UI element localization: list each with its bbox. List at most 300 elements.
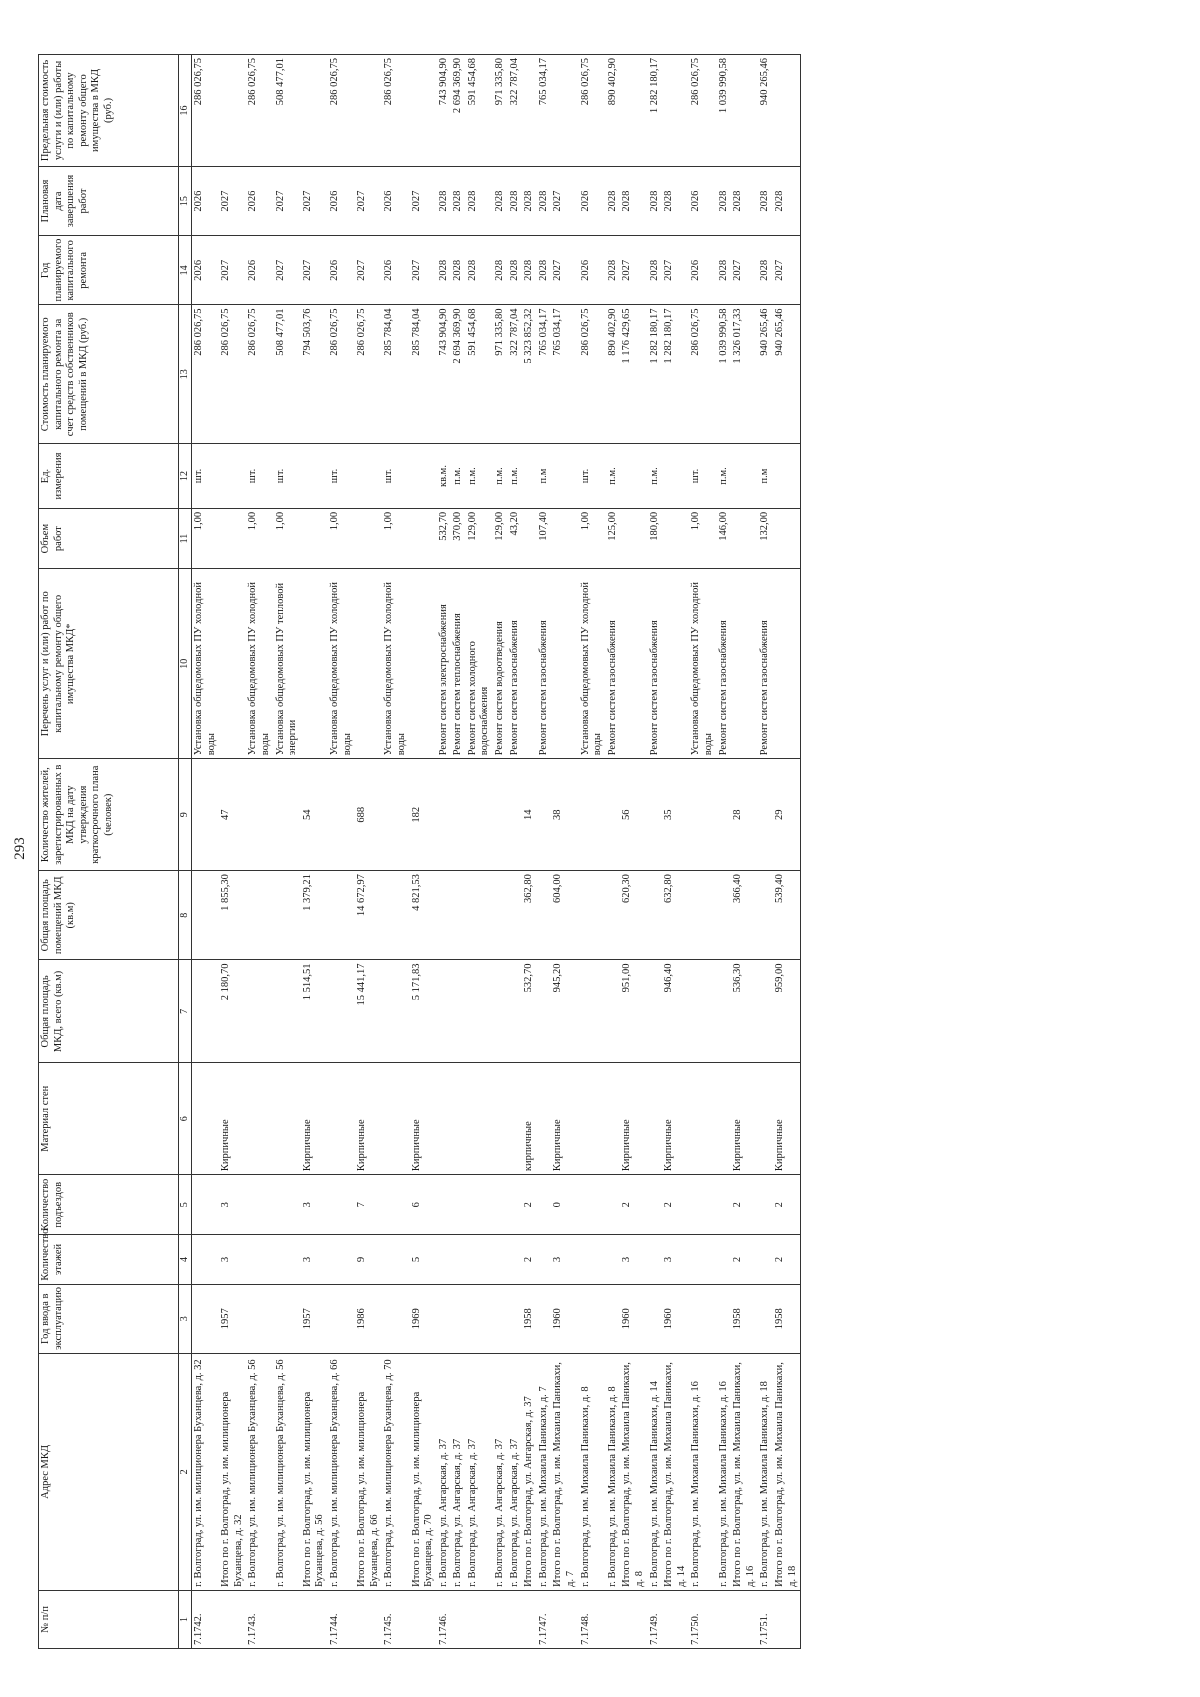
table-cell: [437, 1175, 452, 1235]
table-cell: 1958: [731, 1284, 758, 1353]
table-cell: г. Волгоград, ул. им. милиционера Буханцева, д. 66: [328, 1353, 355, 1590]
table-cell: [437, 759, 452, 871]
table-cell: 604,00: [551, 871, 578, 960]
table-cell: [537, 1284, 552, 1353]
table-cell: 1,00: [579, 508, 606, 568]
table-cell: 2 694 369,90: [451, 55, 466, 167]
column-number-row: [179, 55, 192, 1649]
column-number: 7: [179, 960, 192, 1063]
table-cell: 5: [410, 1235, 437, 1284]
table-cell: 2028: [451, 236, 466, 305]
table-cell: 286 026,75: [579, 55, 606, 167]
table-row: [773, 55, 801, 1649]
table-cell: 286 026,75: [689, 55, 716, 167]
table-cell: [355, 444, 382, 509]
table-cell: г. Волгоград, ул. им. милиционера Буханцева, д. 56: [246, 1353, 273, 1590]
table-cell: [551, 569, 578, 759]
table-cell: [648, 1284, 663, 1353]
table-cell: 129,00: [466, 508, 493, 568]
table-cell: [606, 960, 621, 1063]
table-cell: [355, 569, 382, 759]
table-cell: Итого по г. Волгоград, ул. им. Михаила Паникахи, д. 16: [731, 1353, 758, 1590]
table-cell: 532,70: [437, 508, 452, 568]
table-cell: 2: [773, 1235, 801, 1284]
table-row: [382, 55, 409, 1649]
table-cell: 1 855,30: [219, 871, 246, 960]
table-cell: 2026: [192, 166, 220, 235]
table-cell: [689, 960, 716, 1063]
table-cell: г. Волгоград, ул. Ангарская, д. 37: [466, 1353, 493, 1590]
table-cell: [437, 1284, 452, 1353]
table-cell: 2: [773, 1175, 801, 1235]
table-cell: Кирпичные: [301, 1063, 328, 1175]
table-cell: [551, 508, 578, 568]
table-cell: 2028: [537, 236, 552, 305]
table-cell: [219, 508, 246, 568]
table-cell: 0: [551, 1175, 578, 1235]
table-cell: 971 335,80: [493, 55, 508, 167]
column-number: 15: [179, 166, 192, 235]
column-number: 2: [179, 1353, 192, 1590]
table-cell: [493, 1590, 508, 1648]
table-cell: [274, 1590, 301, 1648]
table-cell: г. Волгоград, ул. им. Михаила Паникахи, д. 7: [537, 1353, 552, 1590]
table-cell: [382, 1284, 409, 1353]
table-row: [620, 55, 647, 1649]
table-cell: [328, 1063, 355, 1175]
table-cell: [537, 1235, 552, 1284]
table-cell: г. Волгоград, ул. им. Михаила Паникахи, д. 18: [758, 1353, 773, 1590]
table-cell: [493, 1175, 508, 1235]
table-cell: 1,00: [274, 508, 301, 568]
table-cell: [579, 759, 606, 871]
table-cell: [662, 444, 689, 509]
table-cell: 2028: [758, 166, 773, 235]
table-cell: 7.1745.: [382, 1590, 409, 1648]
table-cell: 2028: [662, 166, 689, 235]
table-cell: [731, 444, 758, 509]
table-cell: 1 282 180,17: [662, 305, 689, 444]
table-cell: [192, 1175, 220, 1235]
table-cell: [773, 55, 801, 167]
table-cell: 1 039 990,58: [717, 55, 732, 167]
table-cell: [451, 1590, 466, 1648]
table-cell: [246, 759, 273, 871]
table-cell: 1958: [522, 1284, 537, 1353]
table-cell: Установка общедомовых ПУ тепловой энергии: [274, 569, 301, 759]
column-number: 6: [179, 1063, 192, 1175]
table-cell: 1957: [301, 1284, 328, 1353]
table-cell: кирпичные: [522, 1063, 537, 1175]
table-cell: 2028: [493, 166, 508, 235]
table-cell: Кирпичные: [219, 1063, 246, 1175]
table-cell: 2026: [689, 236, 716, 305]
table-cell: [466, 1063, 493, 1175]
table-cell: 3: [620, 1235, 647, 1284]
column-number: 4: [179, 1235, 192, 1284]
table-cell: [537, 871, 552, 960]
table-cell: 1 282 180,17: [648, 305, 663, 444]
table-cell: [717, 1175, 732, 1235]
table-cell: [382, 1175, 409, 1235]
column-number: 1: [179, 1590, 192, 1648]
table-cell: [192, 960, 220, 1063]
table-cell: [758, 960, 773, 1063]
table-cell: 1 379,21: [301, 871, 328, 960]
table-cell: [662, 508, 689, 568]
table-cell: [522, 569, 537, 759]
table-cell: [219, 55, 246, 167]
table-cell: [508, 1590, 523, 1648]
table-cell: 4 821,53: [410, 871, 437, 960]
table-cell: [508, 1235, 523, 1284]
table-cell: [466, 759, 493, 871]
column-header: Стоимость планируемого капитального ремонта за счет средств собственников помещений в МКД (руб.): [39, 305, 179, 444]
table-cell: 951,00: [620, 960, 647, 1063]
table-cell: 286 026,75: [689, 305, 716, 444]
column-header: Объем работ: [39, 508, 179, 568]
table-cell: 2028: [717, 236, 732, 305]
table-cell: [246, 871, 273, 960]
table-cell: 5 323 852,32: [522, 305, 537, 444]
table-cell: п.м.: [606, 444, 621, 509]
table-cell: [451, 1235, 466, 1284]
table-cell: [355, 1590, 382, 1648]
table-cell: [508, 871, 523, 960]
table-cell: [758, 759, 773, 871]
table-cell: [382, 871, 409, 960]
column-number: 16: [179, 55, 192, 167]
table-cell: 2: [731, 1235, 758, 1284]
table-cell: 129,00: [493, 508, 508, 568]
table-cell: 1960: [551, 1284, 578, 1353]
table-cell: 2028: [522, 166, 537, 235]
table-cell: 2026: [328, 166, 355, 235]
table-cell: [773, 1590, 801, 1648]
table-cell: [410, 444, 437, 509]
table-cell: [382, 1063, 409, 1175]
table-cell: [410, 55, 437, 167]
table-cell: [437, 1063, 452, 1175]
table-cell: [648, 1235, 663, 1284]
table-cell: [773, 569, 801, 759]
table-cell: [466, 1175, 493, 1235]
table-cell: [689, 1063, 716, 1175]
table-cell: 2026: [382, 236, 409, 305]
table-cell: [301, 444, 328, 509]
table-cell: 7.1751.: [758, 1590, 773, 1648]
table-cell: [620, 444, 647, 509]
table-cell: [662, 1590, 689, 1648]
table-cell: 2: [731, 1175, 758, 1235]
table-cell: [410, 1590, 437, 1648]
column-header: Адрес МКД: [39, 1353, 179, 1590]
table-cell: 508 477,01: [274, 305, 301, 444]
column-header: Количество этажей: [39, 1235, 179, 1284]
table-cell: 959,00: [773, 960, 801, 1063]
table-cell: шт.: [382, 444, 409, 509]
column-number: 8: [179, 871, 192, 960]
table-cell: 2028: [537, 166, 552, 235]
table-cell: 56: [620, 759, 647, 871]
table-cell: [508, 1284, 523, 1353]
table-cell: г. Волгоград, ул. им. милиционера Буханцева, д. 70: [382, 1353, 409, 1590]
table-cell: 743 904,90: [437, 55, 452, 167]
table-cell: 971 335,80: [493, 305, 508, 444]
table-cell: 2028: [717, 166, 732, 235]
table-cell: [717, 1590, 732, 1648]
table-cell: [731, 55, 758, 167]
table-cell: [758, 1284, 773, 1353]
table-cell: Установка общедомовых ПУ холодной воды: [246, 569, 273, 759]
table-cell: 2028: [648, 166, 663, 235]
table-cell: п.м: [758, 444, 773, 509]
table-cell: г. Волгоград, ул. Ангарская, д. 37: [437, 1353, 452, 1590]
column-header: Плановая дата завершения работ: [39, 166, 179, 235]
table-cell: [493, 871, 508, 960]
column-header: Общая площадь МКД, всего (кв.м): [39, 960, 179, 1063]
table-cell: 286 026,75: [328, 55, 355, 167]
table-cell: [773, 444, 801, 509]
table-cell: [522, 444, 537, 509]
table-cell: [620, 569, 647, 759]
table-cell: п.м.: [493, 444, 508, 509]
table-cell: 3: [551, 1235, 578, 1284]
table-cell: 1,00: [192, 508, 220, 568]
table-cell: шт.: [689, 444, 716, 509]
table-cell: шт.: [328, 444, 355, 509]
column-header: Перечень услуг и (или) работ по капитальному ремонту общего имущества МКД*: [39, 569, 179, 759]
table-row: [410, 55, 437, 1649]
table-cell: г. Волгоград, ул. им. милиционера Буханцева, д. 32: [192, 1353, 220, 1590]
table-cell: 2027: [219, 166, 246, 235]
table-cell: Кирпичные: [355, 1063, 382, 1175]
table-cell: 1960: [620, 1284, 647, 1353]
table-cell: Установка общедомовых ПУ холодной воды: [382, 569, 409, 759]
table-cell: [620, 55, 647, 167]
table-cell: шт.: [274, 444, 301, 509]
table-cell: [274, 1284, 301, 1353]
table-cell: г. Волгоград, ул. им. милиционера Буханцева, д. 56: [274, 1353, 301, 1590]
table-cell: [717, 1063, 732, 1175]
table-cell: 2: [522, 1235, 537, 1284]
table-cell: [717, 871, 732, 960]
table-cell: 2027: [274, 166, 301, 235]
table-cell: [451, 1175, 466, 1235]
table-cell: [355, 508, 382, 568]
table-cell: 286 026,75: [192, 55, 220, 167]
table-cell: 3: [301, 1175, 328, 1235]
table-cell: Кирпичные: [773, 1063, 801, 1175]
table-cell: [579, 1175, 606, 1235]
table-cell: [192, 871, 220, 960]
table-cell: п.м.: [717, 444, 732, 509]
column-header: Количество подъездов: [39, 1175, 179, 1235]
table-cell: шт.: [246, 444, 273, 509]
table-cell: [451, 1063, 466, 1175]
table-row: [606, 55, 621, 1649]
table-cell: [717, 1284, 732, 1353]
table-cell: 7.1748.: [579, 1590, 606, 1648]
table-cell: 6: [410, 1175, 437, 1235]
table-cell: [606, 759, 621, 871]
table-row: [355, 55, 382, 1649]
table-cell: [493, 759, 508, 871]
table-cell: 2: [662, 1175, 689, 1235]
table-cell: [437, 871, 452, 960]
table-cell: 7: [355, 1175, 382, 1235]
table-cell: 2 694 369,90: [451, 305, 466, 444]
column-header: Год планируемого капитального ремонта: [39, 236, 179, 305]
table-cell: 286 026,75: [382, 55, 409, 167]
table-cell: 2026: [579, 236, 606, 305]
table-cell: [192, 1063, 220, 1175]
table-cell: Установка общедомовых ПУ холодной воды: [192, 569, 220, 759]
table-cell: [246, 960, 273, 1063]
table-cell: [717, 1235, 732, 1284]
table-cell: [758, 871, 773, 960]
table-cell: п.м.: [508, 444, 523, 509]
table-cell: г. Волгоград, ул. Ангарская, д. 37: [451, 1353, 466, 1590]
table-cell: 2027: [662, 236, 689, 305]
header-row: [39, 55, 179, 1649]
table-cell: [648, 759, 663, 871]
table-cell: 743 904,90: [437, 305, 452, 444]
table-cell: Итого по г. Волгоград, ул. им. Михаила Паникахи, д. 18: [773, 1353, 801, 1590]
table-cell: [758, 1063, 773, 1175]
table-cell: [328, 960, 355, 1063]
table-cell: п.м: [537, 444, 552, 509]
table-cell: [689, 759, 716, 871]
table-cell: 14 672,97: [355, 871, 382, 960]
table-row: [689, 55, 716, 1649]
table-cell: 2028: [731, 166, 758, 235]
table-cell: 132,00: [758, 508, 773, 568]
repair-plan-table: [38, 54, 801, 1649]
table-cell: 286 026,75: [246, 55, 273, 167]
column-number: 11: [179, 508, 192, 568]
table-cell: [662, 569, 689, 759]
table-cell: [579, 960, 606, 1063]
table-cell: [648, 871, 663, 960]
column-number: 10: [179, 569, 192, 759]
table-cell: [410, 569, 437, 759]
table-cell: [551, 55, 578, 167]
table-cell: 3: [662, 1235, 689, 1284]
table-cell: 1957: [219, 1284, 246, 1353]
table-cell: Кирпичные: [731, 1063, 758, 1175]
table-cell: Ремонт систем газоснабжения: [508, 569, 523, 759]
table-cell: 2027: [301, 236, 328, 305]
table-cell: шт.: [192, 444, 220, 509]
table-cell: [522, 55, 537, 167]
table-cell: 1960: [662, 1284, 689, 1353]
table-cell: [493, 1063, 508, 1175]
table-cell: [537, 1175, 552, 1235]
column-number: 14: [179, 236, 192, 305]
table-cell: 362,80: [522, 871, 537, 960]
table-cell: [606, 1284, 621, 1353]
table-cell: [437, 960, 452, 1063]
table-cell: [620, 1590, 647, 1648]
table-cell: [451, 1284, 466, 1353]
table-cell: Итого по г. Волгоград, ул. им. милиционера Буханцева, д. 56: [301, 1353, 328, 1590]
table-row: [662, 55, 689, 1649]
table-cell: [328, 871, 355, 960]
table-cell: г. Волгоград, ул. им. Михаила Паникахи, д. 8: [579, 1353, 606, 1590]
table-cell: 2026: [246, 166, 273, 235]
table-cell: 286 026,75: [579, 305, 606, 444]
table-cell: 43,20: [508, 508, 523, 568]
table-cell: 765 034,17: [537, 55, 552, 167]
table-cell: [274, 960, 301, 1063]
table-cell: [382, 1235, 409, 1284]
table-cell: 2026: [328, 236, 355, 305]
table-cell: [274, 1063, 301, 1175]
table-cell: п.м.: [648, 444, 663, 509]
table-cell: г. Волгоград, ул. Ангарская, д. 37: [493, 1353, 508, 1590]
table-cell: 890 402,90: [606, 305, 621, 444]
table-cell: [328, 759, 355, 871]
table-cell: [662, 55, 689, 167]
table-cell: 2026: [382, 166, 409, 235]
table-cell: 54: [301, 759, 328, 871]
table-cell: Ремонт систем газоснабжения: [717, 569, 732, 759]
table-cell: 2028: [522, 236, 537, 305]
table-cell: 28: [731, 759, 758, 871]
table-cell: 940 265,46: [758, 55, 773, 167]
table-cell: 125,00: [606, 508, 621, 568]
table-cell: 7.1749.: [648, 1590, 663, 1648]
table-cell: 285 784,04: [382, 305, 409, 444]
table-cell: 765 034,17: [537, 305, 552, 444]
table-cell: 1986: [355, 1284, 382, 1353]
table-cell: [328, 1284, 355, 1353]
table-row: [717, 55, 732, 1649]
table-cell: Итого по г. Волгоград, ул. им. милиционера Буханцева, д. 32: [219, 1353, 246, 1590]
column-number: 13: [179, 305, 192, 444]
table-cell: [648, 1175, 663, 1235]
table-cell: 620,30: [620, 871, 647, 960]
table-cell: [301, 55, 328, 167]
table-body: [192, 55, 801, 1649]
table-cell: 7.1744.: [328, 1590, 355, 1648]
column-number: 12: [179, 444, 192, 509]
table-row: [451, 55, 466, 1649]
table-cell: 1958: [773, 1284, 801, 1353]
table-cell: 1 282 180,17: [648, 55, 663, 167]
table-cell: 1,00: [328, 508, 355, 568]
table-cell: 765 034,17: [551, 305, 578, 444]
table-cell: 532,70: [522, 960, 537, 1063]
table-row: [648, 55, 663, 1649]
table-cell: 632,80: [662, 871, 689, 960]
table-cell: 7.1747.: [537, 1590, 552, 1648]
table-cell: 2027: [355, 236, 382, 305]
table-cell: [192, 759, 220, 871]
table-cell: 286 026,75: [192, 305, 220, 444]
table-row: [579, 55, 606, 1649]
table-cell: [508, 960, 523, 1063]
table-cell: шт.: [579, 444, 606, 509]
table-row: [758, 55, 773, 1649]
table-cell: 370,00: [451, 508, 466, 568]
table-cell: Установка общедомовых ПУ холодной воды: [328, 569, 355, 759]
table-cell: [466, 960, 493, 1063]
table-cell: Кирпичные: [410, 1063, 437, 1175]
table-cell: [274, 759, 301, 871]
table-cell: [382, 960, 409, 1063]
